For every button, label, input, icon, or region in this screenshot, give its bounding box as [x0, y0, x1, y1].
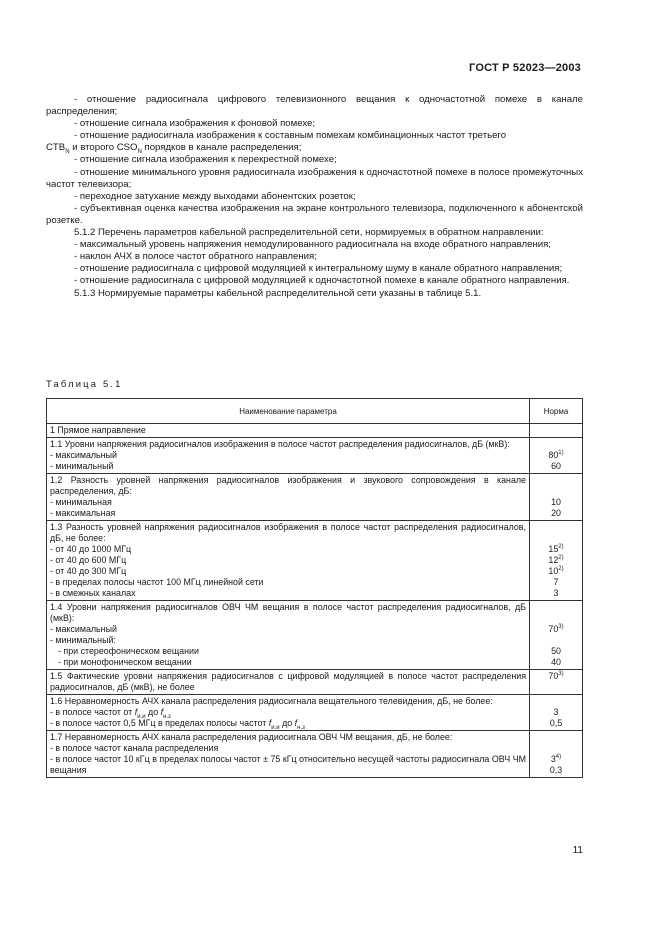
norm-value: 10$^{2)}$: [548, 566, 564, 576]
norm-value: 3$^{4)}$: [550, 754, 562, 764]
paragraph: - субъективная оценка качества изображения на экране контрольного телевизора, подключенного к абонентской розетке.: [46, 202, 583, 226]
norm-value: 70$^{3)}$: [548, 671, 564, 681]
paragraph: 5.1.3 Нормируемые параметры кабельной распределительной сети указаны в таблице 5.1.: [74, 287, 482, 299]
row-item: - при стереофоническом вещании: [58, 646, 199, 656]
row-item: - максимальный: [50, 450, 117, 460]
norm-value: 50: [551, 646, 561, 656]
paragraph: - отношение радиосигнала с цифровой модуляцией к одночастотной помехе в канале обратного направления.: [74, 275, 570, 287]
row-title: 1.6 Неравномерность АЧХ канала распределения радиосигнала вещательного телевидения, дБ, не более:: [50, 696, 493, 706]
norm-value: 80$^{1)}$: [548, 450, 564, 460]
norm-value: 3: [553, 707, 559, 717]
paragraph: - переходное затухание между выходами абонентских розеток;: [74, 190, 356, 202]
norm-value: 10: [551, 497, 561, 507]
paragraph-ctb: - отношение радиосигнала изображения к составным помехам комбинационных частот третьего $CTB_N$ и второго $CSO_N$ порядков в канале распределения;: [46, 130, 507, 156]
norm-value: 12$^{2)}$: [548, 555, 564, 565]
row-item: - в полосе частот 10 кГц в пределах полосы частот ± 75 кГц относительно несущей частоты радиосигнала ОВЧ ЧМ вещания: [50, 754, 526, 775]
norm-value: 3: [553, 588, 559, 598]
norm-value: 7: [553, 577, 559, 587]
paragraph: - отношение минимального уровня радиосигнала изображения к одночастотной помехе в полосе промежуточных частот телевизора;: [46, 166, 583, 190]
paragraph: 5.1.2 Перечень параметров кабельной распределительной сети, нормируемых в обратном направлении:: [74, 227, 544, 239]
paragraph: - отношение сигнала изображения к перекрестной помехе;: [74, 154, 337, 166]
row-item: - от 40 до 600 МГц: [50, 555, 127, 565]
paragraph-text: - отношение радиосигнала изображения к составным помехам комбинационных частот третьего: [74, 130, 507, 142]
table-row: [47, 670, 583, 695]
body-text: [46, 94, 583, 300]
row-item: - от 40 до 1000 МГц: [50, 544, 132, 554]
table-caption: Таблица 5.1: [46, 378, 123, 389]
row-item: - в смежных каналах: [50, 588, 136, 598]
row-item: - от 40 до 300 МГц: [50, 566, 127, 576]
row-item: - максимальный: [50, 624, 117, 634]
row-title: 1.3 Разность уровней напряжения радиосигналов изображения в полосе частот распределения радиосигналов, дБ, не более:: [50, 522, 526, 543]
page-number: 11: [572, 845, 583, 856]
norm-value: 20: [551, 508, 561, 518]
row-item: - в пределах полосы частот 100 МГц линейной сети: [50, 577, 264, 587]
norm-value: 0,5: [549, 718, 563, 728]
paragraph: - максимальный уровень напряжения немодулированного радиосигнала на входе обратного направления;: [74, 239, 551, 251]
paragraph: - отношение радиосигнала с цифровой модуляцией к интегральному шуму в канале обратного направления;: [74, 263, 563, 275]
row-title: 1.7 Неравномерность АЧХ канала распределения радиосигнала ОВЧ ЧМ вещания, дБ, не более:: [50, 732, 453, 742]
row-item: - в полосе частот от $f_{и.и}$ до $f_{н.з}$: [50, 707, 171, 720]
row-item: - минимальный: [50, 461, 114, 471]
column-header-param: Наименование параметра: [47, 399, 530, 424]
norm-value: 70$^{3)}$: [548, 624, 564, 634]
row-item: - в полосе частот 0,5 МГц в пределах полосы частот $f_{и.и}$ до $f_{н.з}$: [50, 718, 305, 731]
document-header: ГОСТ Р 52023—2003: [469, 62, 581, 74]
table-row: [47, 438, 583, 474]
row-item: - минимальная: [50, 497, 112, 507]
table-row: [47, 424, 583, 438]
table-row: [47, 521, 583, 601]
paragraph: - отношение радиосигнала цифрового телевизионного вещания к одночастотной помехе в канале распределения;: [46, 94, 583, 118]
row-item: - при монофоническом вещании: [58, 657, 192, 667]
row-title: 1.5 Фактические уровни напряжения радиосигналов с цифровой модуляцией в полосе частот распределения радиосигналов, дБ (мкВ), не более: [50, 671, 526, 692]
row-title: 1.2 Разность уровней напряжения радиосигналов изображения и звукового сопровождения в канале распределения, дБ:: [50, 475, 526, 496]
norm-value: 40: [551, 657, 561, 667]
paragraph: - отношение сигнала изображения к фоновой помехе;: [74, 118, 316, 130]
table-row: [47, 601, 583, 670]
table-row: [47, 474, 583, 521]
table-header-row: [47, 399, 583, 424]
norm-value: 60: [551, 461, 561, 471]
row-item: - в полосе частот канала распределения: [50, 743, 219, 753]
row-title: 1.1 Уровни напряжения радиосигналов изображения в полосе частот распределения радиосигналов, дБ (мкВ):: [50, 439, 510, 449]
column-header-norm: Норма: [530, 399, 583, 424]
row-item: - минимальный:: [50, 635, 116, 645]
section-title: 1 Прямое направление: [47, 424, 530, 438]
row-item: - максимальная: [50, 508, 116, 518]
paragraph: - наклон АЧХ в полосе частот обратного направления;: [74, 251, 317, 263]
table-row: [47, 695, 583, 731]
table-row: [47, 731, 583, 778]
norm-value: 15$^{2)}$: [548, 544, 564, 554]
row-title: 1.4 Уровни напряжения радиосигналов ОВЧ ЧМ вещания в полосе частот распределения радиосигналов, дБ (мкВ):: [50, 602, 526, 623]
norm-value: 0,3: [549, 765, 563, 775]
parameters-table: [46, 398, 583, 778]
